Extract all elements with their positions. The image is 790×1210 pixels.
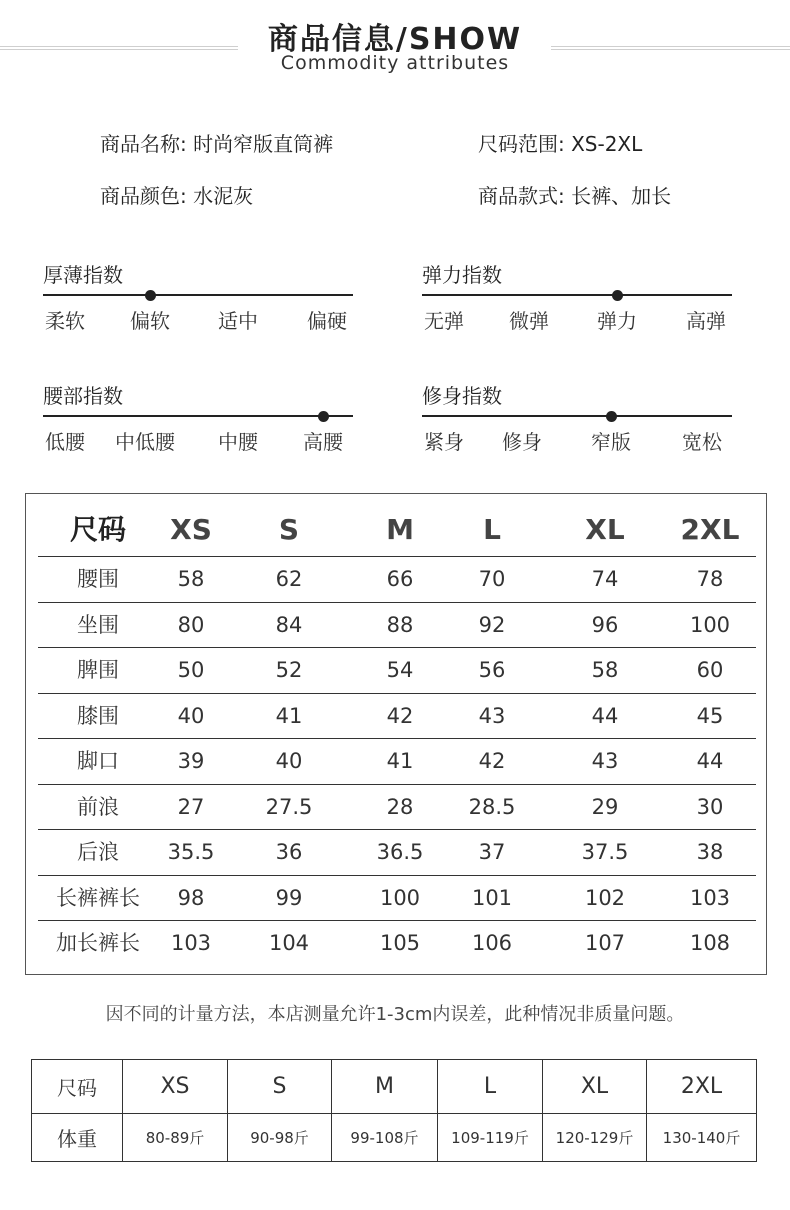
weight-cell: XS: [123, 1060, 228, 1114]
size-cell: 54: [386, 658, 414, 682]
weight-cell: 109-119斤: [438, 1114, 543, 1162]
info-name: 商品名称: 时尚窄版直筒裤: [100, 132, 334, 156]
size-row: [38, 920, 756, 965]
scale-label: 微弹: [509, 309, 549, 333]
scale-label: 窄版: [591, 430, 631, 454]
size-row: [38, 647, 756, 692]
size-cell: 58: [177, 567, 205, 591]
size-cell: 29: [591, 794, 619, 819]
size-cell: 84: [275, 612, 303, 637]
size-row-label: 前浪: [77, 794, 119, 819]
size-cell: 27: [177, 794, 205, 819]
size-row: [38, 829, 756, 874]
size-cell: 56: [478, 658, 506, 682]
size-row-label: 腰围: [77, 567, 119, 591]
size-header-row: [38, 502, 756, 558]
size-table: [25, 493, 767, 975]
scale-bar: [422, 415, 732, 417]
weight-row-label: 尺码: [32, 1060, 123, 1114]
size-cell: 41: [275, 703, 303, 728]
size-cell: 40: [177, 703, 205, 728]
size-cell: 39: [177, 749, 205, 773]
page-title: 商品信息/SHOW: [267, 22, 523, 57]
size-cell: 103: [689, 885, 731, 910]
size-cell: 78: [696, 567, 724, 591]
scale-thickness: [43, 259, 353, 333]
size-row-label: 膝围: [77, 703, 119, 728]
scale-bar: [43, 415, 353, 417]
scale-label: 中腰: [218, 430, 258, 454]
weight-table: [31, 1059, 757, 1162]
size-cell: 105: [379, 931, 421, 955]
scale-waist: [43, 380, 353, 454]
weight-cell: 99-108斤: [332, 1114, 438, 1162]
size-row-label: 坐围: [77, 612, 119, 637]
scale-fit: [422, 380, 732, 454]
scale-bar: [422, 294, 732, 296]
size-header-cell: L: [483, 513, 501, 546]
weight-row: [32, 1060, 757, 1114]
size-cell: 37: [478, 840, 506, 864]
size-cell: 43: [478, 703, 506, 728]
size-cell: 40: [275, 749, 303, 773]
weight-row: [32, 1114, 757, 1162]
size-cell: 100: [379, 885, 421, 910]
size-cell: 58: [591, 658, 619, 682]
weight-cell: S: [228, 1060, 332, 1114]
weight-cell: M: [332, 1060, 438, 1114]
size-cell: 41: [386, 749, 414, 773]
size-cell: 42: [478, 749, 506, 773]
size-header-cell: S: [278, 513, 300, 546]
info-size-range: 尺码范围: XS-2XL: [478, 132, 643, 156]
size-cell: 44: [696, 749, 724, 773]
scale-label: 适中: [218, 309, 258, 333]
size-cell: 70: [478, 567, 506, 591]
scale-label: 高腰: [303, 430, 343, 454]
weight-cell: XL: [543, 1060, 647, 1114]
scale-label: 高弹: [686, 309, 726, 333]
weight-cell: 80-89斤: [123, 1114, 228, 1162]
weight-cell: 120-129斤: [543, 1114, 647, 1162]
size-cell: 27.5: [265, 794, 313, 819]
size-cell: 106: [471, 931, 513, 955]
size-cell: 80: [177, 612, 205, 637]
weight-cell: 2XL: [647, 1060, 757, 1114]
size-cell: 43: [591, 749, 619, 773]
size-cell: 100: [689, 612, 731, 637]
size-row: [38, 556, 756, 601]
size-cell: 96: [591, 612, 619, 637]
size-row-label: 长裤裤长: [56, 885, 140, 910]
size-cell: 66: [386, 567, 414, 591]
size-header-cell: XS: [170, 513, 212, 546]
scale-marker: [145, 290, 156, 301]
info-style: 商品款式: 长裤、加长: [478, 184, 672, 208]
size-cell: 103: [170, 931, 212, 955]
measurement-note: 因不同的计量方法，本店测量允许1-3cm内误差，此种情况非质量问题。: [105, 1004, 685, 1025]
size-cell: 107: [584, 931, 626, 955]
scale-marker: [612, 290, 623, 301]
scale-title: 弹力指数: [422, 263, 502, 287]
scale-marker: [606, 411, 617, 422]
size-cell: 35.5: [167, 840, 215, 864]
scale-title: 修身指数: [422, 384, 502, 408]
scale-label: 偏硬: [307, 309, 347, 333]
size-cell: 62: [275, 567, 303, 591]
weight-row-label: 体重: [32, 1114, 123, 1162]
size-header-cell: 2XL: [680, 513, 740, 546]
size-cell: 74: [591, 567, 619, 591]
scale-label: 修身: [502, 430, 542, 454]
size-cell: 52: [275, 658, 303, 682]
size-cell: 37.5: [581, 840, 629, 864]
scale-label: 中低腰: [115, 430, 175, 454]
scale-label: 偏软: [130, 309, 170, 333]
weight-cell: 90-98斤: [228, 1114, 332, 1162]
size-cell: 28: [386, 794, 414, 819]
size-header-cell: XL: [585, 513, 625, 546]
scale-label: 无弹: [424, 309, 464, 333]
size-cell: 38: [696, 840, 724, 864]
weight-cell: 130-140斤: [647, 1114, 757, 1162]
size-row-label: 加长裤长: [56, 931, 140, 955]
size-cell: 28.5: [468, 794, 516, 819]
size-row-label: 脚口: [77, 749, 119, 773]
size-cell: 92: [478, 612, 506, 637]
size-cell: 102: [584, 885, 626, 910]
size-cell: 30: [696, 794, 724, 819]
weight-cell: L: [438, 1060, 543, 1114]
scale-title: 厚薄指数: [43, 263, 123, 287]
size-cell: 108: [689, 931, 731, 955]
size-header-cell: 尺码: [69, 513, 127, 546]
size-cell: 50: [177, 658, 205, 682]
scale-label: 紧身: [424, 430, 464, 454]
size-cell: 88: [386, 612, 414, 637]
size-cell: 99: [275, 885, 303, 910]
size-cell: 36.5: [376, 840, 424, 864]
scale-label: 弹力: [597, 309, 637, 333]
size-cell: 101: [471, 885, 513, 910]
scale-title: 腰部指数: [43, 384, 123, 408]
size-row: [38, 738, 756, 783]
size-cell: 44: [591, 703, 619, 728]
size-header-cell: M: [386, 513, 414, 546]
size-row: [38, 875, 756, 920]
info-color: 商品颜色: 水泥灰: [100, 184, 254, 208]
size-cell: 36: [275, 840, 303, 864]
scale-marker: [318, 411, 329, 422]
scale-bar: [43, 294, 353, 296]
size-cell: 42: [386, 703, 414, 728]
size-cell: 45: [696, 703, 724, 728]
scale-label: 宽松: [682, 430, 722, 454]
scale-elasticity: [422, 259, 732, 333]
size-cell: 60: [696, 658, 724, 682]
size-cell: 98: [177, 885, 205, 910]
scale-label: 低腰: [45, 430, 85, 454]
size-row: [38, 602, 756, 647]
size-row: [38, 784, 756, 829]
scale-label: 柔软: [45, 309, 85, 333]
page-subtitle: Commodity attributes: [280, 52, 510, 74]
size-cell: 104: [268, 931, 310, 955]
size-row: [38, 693, 756, 738]
size-row-label: 后浪: [77, 840, 119, 864]
size-row-label: 脾围: [77, 658, 119, 682]
